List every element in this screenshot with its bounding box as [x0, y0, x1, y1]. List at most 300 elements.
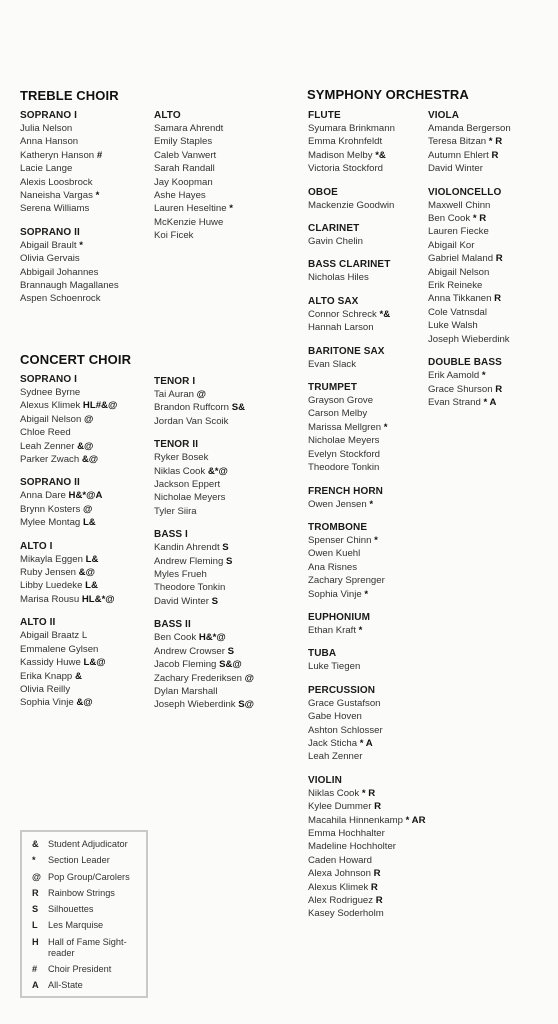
member-name: Amanda Bergerson	[428, 123, 511, 134]
member-row	[20, 252, 119, 265]
member-row	[154, 388, 254, 401]
member-mark: *	[383, 421, 388, 433]
member-name: Sarah Randall	[154, 163, 215, 175]
member-mark: @	[244, 672, 255, 684]
member-name: Erik Reineke	[428, 280, 483, 292]
member-name: Theodore Tonkin	[308, 462, 380, 474]
member-row	[20, 149, 119, 162]
treble-choir-heading: TREBLE CHOIR	[20, 88, 119, 103]
member-name: Theodore Tonkin	[154, 582, 226, 594]
member-name: Niklas Cook	[308, 787, 360, 799]
member-mark: HL#&@	[82, 400, 118, 412]
member-row	[308, 308, 426, 321]
member-mark: @	[82, 503, 93, 515]
member-row	[154, 149, 233, 162]
member-name: Katheryn Hanson	[20, 149, 95, 161]
section-title: TUBA	[308, 648, 337, 660]
treble-choir-col-2	[154, 109, 233, 253]
member-row	[20, 566, 117, 579]
section-baritone-sax	[308, 345, 426, 371]
member-name: Sydnee Byrne	[20, 387, 81, 398]
member-name: Nicholas Hiles	[308, 272, 369, 284]
member-name: Marissa Mellgren	[308, 421, 382, 433]
member-row	[20, 579, 117, 592]
member-mark: *&	[375, 149, 386, 161]
member-row	[20, 189, 119, 202]
member-name: Kassidy Huwe	[20, 657, 81, 669]
legend-item	[32, 872, 142, 883]
member-name: Kasey Soderholm	[308, 908, 384, 920]
member-name: Abigail Nelson	[428, 266, 490, 278]
section-title: FRENCH HORN	[308, 485, 383, 497]
member-name: Alex Rodriguez	[308, 895, 374, 907]
section-trombone	[308, 521, 426, 601]
member-row	[428, 225, 511, 238]
member-mark: S	[226, 555, 233, 567]
member-mark: @	[84, 413, 94, 425]
member-name: Emma Hochhalter	[308, 828, 385, 839]
section-title: FLUTE	[308, 110, 341, 121]
member-row	[20, 683, 117, 696]
member-row	[308, 135, 426, 148]
member-name: Zachary Sprenger	[308, 575, 385, 587]
member-name: Niklas Cook	[154, 465, 206, 477]
member-name: Myles Frueh	[154, 569, 207, 581]
member-name: David Winter	[428, 163, 483, 175]
member-name: Carson Melby	[308, 408, 368, 420]
member-name: Brannaugh Magallanes	[20, 280, 119, 292]
member-row	[308, 800, 426, 813]
section-title: SOPRANO I	[20, 374, 78, 385]
member-row	[154, 401, 254, 414]
member-name: Gavin Chelin	[308, 236, 363, 248]
legend-symbol: #	[32, 964, 38, 975]
member-name: Parker Zwach	[20, 454, 80, 466]
member-name: Leah Zenner	[308, 751, 363, 763]
member-row	[20, 696, 117, 709]
member-row	[20, 426, 117, 439]
member-row	[308, 660, 426, 673]
member-name: Maxwell Chinn	[428, 199, 491, 211]
member-name: Zachary Frederiksen	[154, 672, 242, 684]
member-row	[308, 448, 426, 461]
member-name: David Winter	[154, 595, 209, 607]
member-row	[20, 516, 117, 529]
member-mark: L&	[82, 517, 96, 529]
legend-item	[32, 937, 142, 959]
member-row	[308, 407, 426, 420]
member-row	[308, 710, 426, 723]
member-row	[20, 292, 119, 305]
member-name: Hannah Larson	[308, 322, 374, 334]
member-name: Brandon Ruffcorn	[154, 402, 230, 414]
member-name: Luke Tiegen	[308, 661, 361, 673]
member-row	[428, 292, 511, 305]
section-bass-i	[154, 528, 254, 608]
member-row	[154, 541, 254, 554]
member-row	[308, 271, 426, 284]
member-name: Ashton Schlosser	[308, 724, 383, 736]
section-title: OBOE	[308, 186, 338, 198]
member-mark: * A	[483, 396, 497, 408]
member-mark: *&	[379, 308, 391, 320]
section-title: ALTO I	[20, 540, 53, 552]
member-row	[428, 252, 511, 265]
member-name: Libby Luedeke	[20, 580, 83, 592]
member-row	[308, 498, 426, 511]
member-name: Tai Auran	[154, 389, 194, 400]
member-mark: *	[79, 239, 83, 251]
member-row	[154, 122, 233, 135]
member-row	[20, 489, 117, 502]
member-mark: *	[369, 498, 374, 510]
section-alto-ii	[20, 616, 117, 709]
member-row	[154, 229, 233, 242]
member-name: Nicholae Meyers	[154, 492, 226, 504]
section-title: VIOLONCELLO	[428, 186, 502, 198]
member-row	[20, 386, 117, 399]
member-mark: * A	[359, 737, 373, 749]
member-mark: #	[96, 149, 103, 161]
member-row	[154, 491, 254, 504]
member-row	[308, 907, 426, 920]
member-name: Sophia Vinje	[308, 588, 362, 600]
concert-choir-col-2	[154, 375, 254, 722]
member-mark: *	[481, 370, 486, 382]
member-row	[20, 670, 117, 683]
member-name: Alexis Loosbrock	[20, 176, 93, 188]
section-title: SOPRANO I	[20, 110, 78, 121]
section-title: VIOLA	[428, 110, 460, 121]
member-row	[308, 814, 426, 827]
member-name: Chloe Reed	[20, 427, 71, 439]
section-oboe	[308, 186, 426, 212]
member-row	[154, 581, 254, 594]
legend-symbol: R	[32, 887, 39, 898]
member-row	[20, 656, 117, 669]
legend-box	[20, 830, 148, 998]
member-name: Koi Ficek	[154, 230, 194, 242]
member-row	[20, 503, 117, 516]
section-bass-clarinet	[308, 258, 426, 284]
member-mark: H&*@A	[68, 490, 103, 502]
member-row	[154, 135, 233, 148]
member-row	[20, 413, 117, 426]
section-alto-sax	[308, 295, 426, 335]
member-row	[308, 561, 426, 574]
member-mark: L&@	[83, 657, 106, 669]
member-name: Ana Risnes	[308, 561, 358, 573]
legend-item	[32, 980, 142, 991]
member-row	[308, 697, 426, 710]
section-french-horn	[308, 485, 426, 511]
concert-choir-heading: CONCERT CHOIR	[20, 352, 132, 367]
member-mark: * AR	[405, 814, 426, 826]
member-row	[308, 122, 426, 135]
member-name: Erika Knapp	[20, 670, 73, 682]
member-row	[308, 199, 426, 212]
member-name: Marisa Rousu	[20, 593, 80, 605]
member-row	[308, 162, 426, 175]
member-name: Joseph Wieberdink	[428, 333, 510, 345]
member-row	[308, 787, 426, 800]
member-row	[20, 239, 119, 252]
member-row	[428, 396, 511, 409]
member-row	[308, 421, 426, 434]
section-flute	[308, 109, 426, 176]
section-tenor-i	[154, 375, 254, 428]
member-row	[20, 122, 119, 135]
member-row	[308, 881, 426, 894]
member-row	[20, 202, 119, 215]
orchestra-col-2	[428, 109, 511, 419]
section-title: VIOLIN	[308, 774, 342, 786]
member-row	[428, 212, 511, 225]
member-mark: R	[494, 293, 502, 305]
member-mark: @	[196, 389, 207, 400]
member-row	[20, 162, 119, 175]
member-row	[308, 574, 426, 587]
member-name: Ashe Hayes	[154, 190, 206, 202]
member-row	[308, 737, 426, 750]
member-row	[308, 358, 426, 371]
section-tenor-ii	[154, 438, 254, 518]
member-mark: *	[374, 534, 378, 546]
member-row	[20, 553, 117, 566]
legend-label: All-State	[48, 980, 83, 991]
member-name: Leah Zenner	[20, 440, 75, 452]
member-row	[308, 827, 426, 840]
member-name: Alexus Klimek	[308, 881, 369, 893]
member-name: Dylan Marshall	[154, 685, 218, 697]
member-row	[428, 239, 511, 252]
member-mark: &@	[76, 697, 93, 709]
member-row	[20, 266, 119, 279]
member-name: McKenzie Huwe	[154, 216, 224, 228]
member-row	[428, 306, 511, 319]
member-name: Jacob Fleming	[154, 659, 217, 671]
member-name: Connor Schreck	[308, 308, 377, 320]
member-row	[154, 478, 254, 491]
member-mark: &@	[77, 440, 94, 452]
member-mark: H&*@	[198, 632, 226, 644]
legend-label: Choir President	[48, 964, 112, 975]
member-row	[20, 176, 119, 189]
section-title: BASS II	[154, 619, 191, 631]
section-violoncello	[428, 186, 511, 346]
section-euphonium	[308, 611, 426, 637]
legend-label: Section Leader	[48, 855, 110, 866]
section-title: ALTO II	[20, 617, 56, 629]
member-name: Andrew Crowser	[154, 645, 225, 657]
member-name: Jordan Van Scoik	[154, 415, 229, 427]
legend-symbol: L	[32, 920, 38, 931]
member-mark: S	[227, 645, 234, 657]
legend-symbol: &	[32, 839, 39, 849]
section-title: BARITONE SAX	[308, 345, 385, 357]
member-row	[308, 724, 426, 737]
member-row	[20, 440, 117, 453]
member-name: Emma Krohnfeldt	[308, 136, 383, 148]
member-name: Naneisha Vargas	[20, 190, 93, 202]
member-mark: *	[229, 203, 233, 215]
member-row	[308, 434, 426, 447]
member-row	[428, 369, 511, 382]
member-row	[308, 534, 426, 547]
member-name: Caden Howard	[308, 854, 372, 866]
member-name: Victoria Stockford	[308, 163, 384, 175]
member-name: Alexus Klimek	[20, 400, 81, 412]
treble-choir-col-1	[20, 109, 119, 316]
orchestra-col-1	[308, 109, 426, 931]
section-soprano-i	[20, 109, 119, 216]
legend-item	[32, 888, 142, 899]
section-double-bass	[428, 356, 511, 409]
member-name: Mylee Montag	[20, 517, 81, 529]
member-row	[20, 399, 117, 412]
member-mark: &@	[78, 567, 95, 579]
member-mark: &	[74, 670, 82, 682]
member-row	[308, 894, 426, 907]
symphony-orchestra-heading: SYMPHONY ORCHESTRA	[307, 87, 469, 102]
member-name: Jay Koopman	[154, 176, 213, 188]
member-row	[154, 465, 254, 478]
member-mark: L&	[85, 580, 98, 592]
member-name: Ben Cook	[154, 632, 197, 644]
member-name: Julia Nelson	[20, 123, 73, 134]
member-name: Evan Strand	[428, 396, 481, 408]
member-row	[154, 685, 254, 698]
member-name: Sophia Vinje	[20, 697, 74, 709]
section-title: PERCUSSION	[308, 684, 376, 696]
member-row	[428, 162, 511, 175]
member-name: Abigail Brault	[20, 239, 77, 251]
member-mark: HL&*@	[81, 593, 115, 605]
member-mark: R	[374, 801, 382, 813]
legend-symbol: *	[32, 855, 36, 866]
member-name: Gabe Hoven	[308, 711, 362, 723]
member-name: Ben Cook	[428, 213, 471, 225]
member-name: Nicholae Meyers	[308, 435, 380, 447]
member-name: Alexa Johnson	[308, 868, 371, 880]
member-row	[20, 453, 117, 466]
member-mark: R	[375, 895, 383, 907]
member-row	[428, 122, 511, 135]
section-trumpet	[308, 381, 426, 474]
member-name: Tyler Siira	[154, 505, 197, 517]
legend-item	[32, 920, 142, 931]
member-name: Aspen Schoenrock	[20, 293, 101, 305]
member-name: Luke Walsh	[428, 320, 478, 332]
member-mark: R	[495, 253, 503, 265]
member-name: Autumn Ehlert	[428, 149, 489, 161]
section-title: TENOR II	[154, 439, 199, 451]
member-mark: &@	[81, 454, 99, 466]
member-mark: *	[95, 190, 100, 202]
member-row	[308, 840, 426, 853]
section-soprano-i	[20, 373, 117, 466]
member-name: Caleb Vanwert	[154, 149, 217, 161]
member-name: Lauren Heseltine	[154, 203, 227, 215]
member-name: Olivia Reilly	[20, 683, 71, 695]
legend-item	[32, 904, 142, 915]
member-name: Abbigail Johannes	[20, 266, 99, 278]
member-row	[308, 235, 426, 248]
member-row	[154, 202, 233, 215]
member-name: Serena Williams	[20, 203, 90, 215]
section-title: ALTO SAX	[308, 295, 359, 307]
member-name: Joseph Wieberdink	[154, 699, 236, 711]
member-name: Lacie Lange	[20, 163, 73, 175]
member-row	[428, 266, 511, 279]
member-row	[154, 415, 254, 428]
member-name: Owen Kuehl	[308, 548, 361, 560]
member-name: Samara Ahrendt	[154, 123, 224, 134]
section-tuba	[308, 647, 426, 673]
member-row	[154, 216, 233, 229]
member-row	[428, 199, 511, 212]
section-title: ALTO	[154, 110, 181, 121]
member-name: Teresa Bitzan	[428, 136, 487, 148]
member-mark: S	[222, 542, 229, 554]
member-row	[154, 162, 233, 175]
member-row	[308, 624, 426, 637]
member-row	[308, 547, 426, 560]
member-name: Ryker Bosek	[154, 452, 209, 464]
member-row	[154, 595, 254, 608]
member-name: Abigail Braatz L	[20, 630, 88, 642]
member-mark: R	[491, 149, 499, 161]
member-mark: * R	[472, 213, 487, 225]
member-row	[154, 189, 233, 202]
member-name: Brynn Kosters	[20, 503, 81, 515]
section-title: BASS I	[154, 529, 188, 541]
legend-item	[32, 964, 142, 975]
section-title: TROMBONE	[308, 521, 368, 533]
member-mark: R	[370, 881, 378, 893]
section-title: SOPRANO II	[20, 477, 80, 489]
member-row	[428, 383, 511, 396]
member-name: Anna Hanson	[20, 136, 79, 148]
member-row	[308, 461, 426, 474]
member-row	[308, 394, 426, 407]
member-row	[154, 645, 254, 658]
member-row	[428, 319, 511, 332]
section-violin	[308, 774, 426, 921]
section-percussion	[308, 684, 426, 764]
member-name: Ruby Jensen	[20, 567, 76, 579]
legend-label: Rainbow Strings	[48, 887, 115, 898]
member-mark: *	[358, 624, 363, 636]
member-row	[308, 588, 426, 601]
section-clarinet	[308, 222, 426, 248]
member-row	[20, 593, 117, 606]
section-title: BASS CLARINET	[308, 259, 391, 271]
legend-label: Hall of Fame Sight-reader	[48, 936, 127, 958]
member-name: Andrew Fleming	[154, 555, 224, 567]
member-name: Anna Tikkanen	[428, 293, 492, 305]
member-mark: * R	[488, 136, 503, 148]
member-row	[154, 555, 254, 568]
member-mark: *	[364, 588, 369, 600]
section-title: TENOR I	[154, 376, 196, 387]
member-name: Grayson Grove	[308, 395, 374, 407]
member-name: Spenser Chinn	[308, 534, 372, 546]
member-mark: S	[211, 595, 218, 607]
member-row	[428, 333, 511, 346]
member-name: Abigail Nelson	[20, 413, 82, 425]
member-name: Lauren Fiecke	[428, 226, 489, 238]
